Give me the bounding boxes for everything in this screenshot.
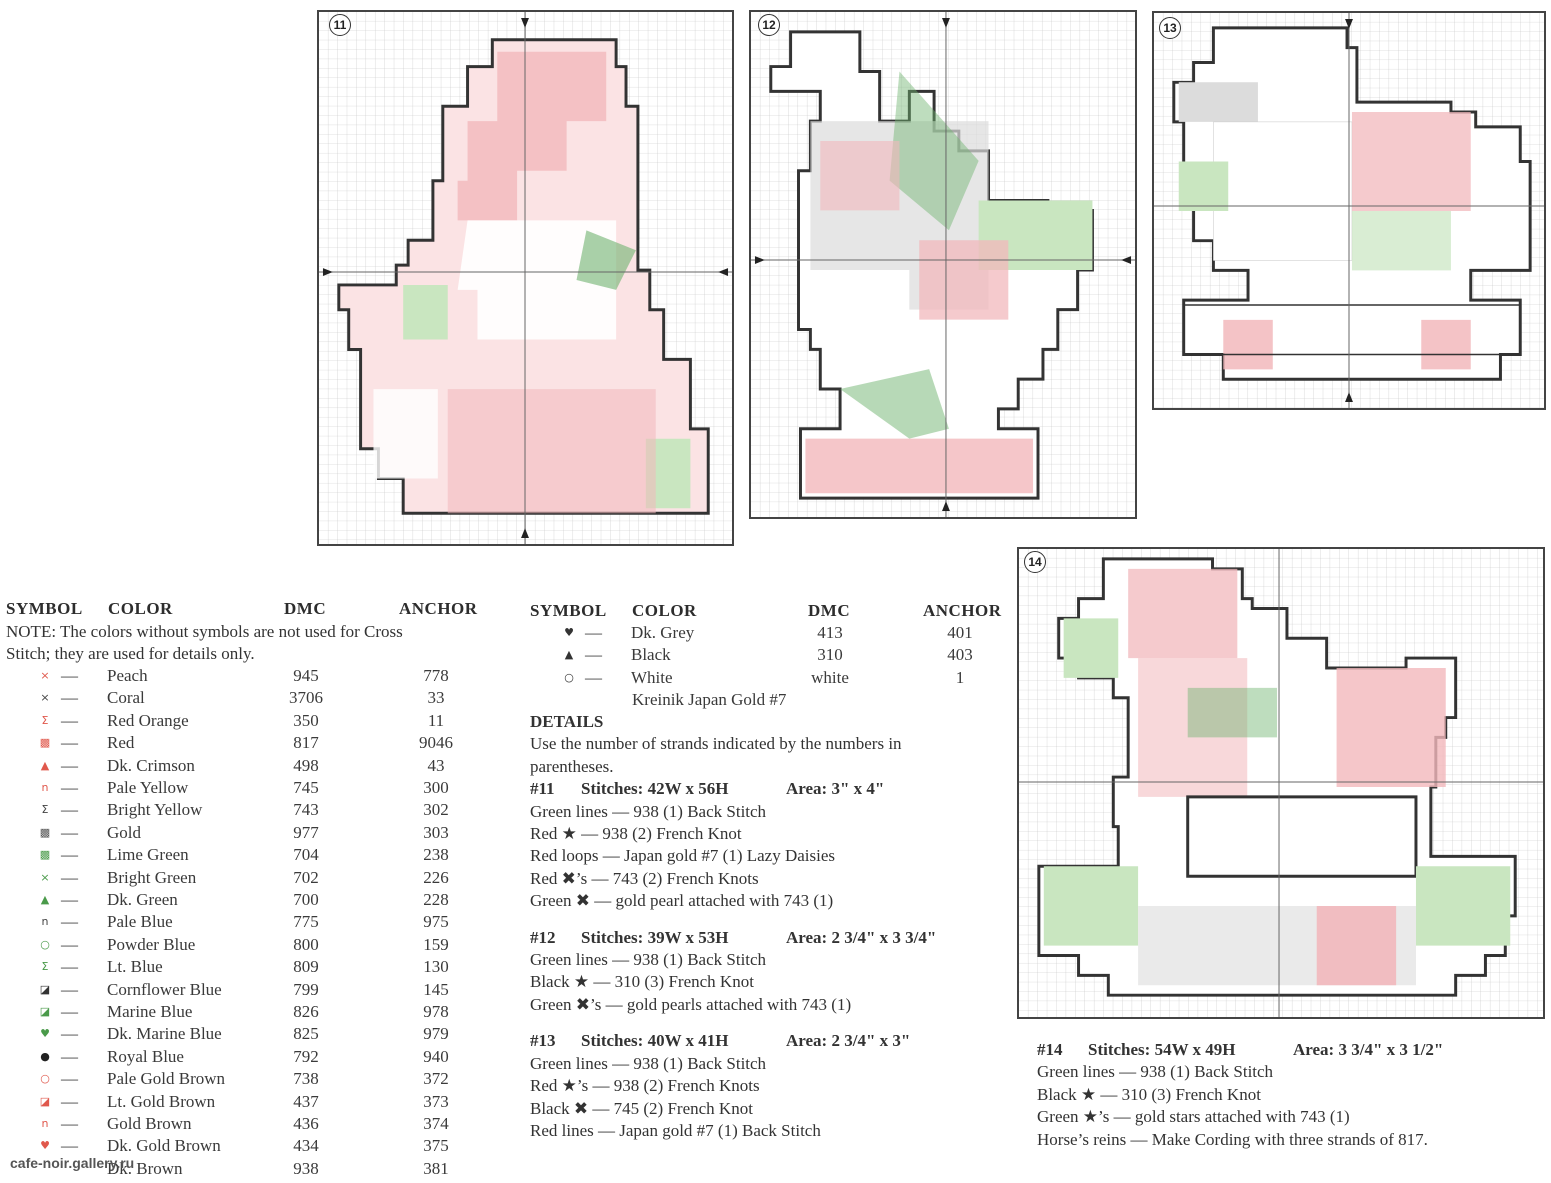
- header-anchor: ANCHOR: [399, 599, 478, 618]
- dash-separator: —: [61, 710, 78, 730]
- dmc-number: 800: [293, 934, 319, 954]
- details-intro-2: parentheses.: [530, 756, 614, 776]
- dmc-number: 700: [293, 890, 319, 909]
- color-name: Bright Yellow: [107, 800, 203, 820]
- details-section: [530, 711, 1010, 1142]
- anchor-number: 159: [423, 934, 449, 954]
- stitch-symbol-icon: ◪: [39, 982, 51, 996]
- dmc-number: 792: [293, 1046, 319, 1066]
- stitch-symbol-icon: ●: [40, 1049, 50, 1063]
- key-row: [530, 622, 1020, 644]
- dash-separator: —: [61, 688, 78, 708]
- dmc-number: 310: [817, 645, 843, 665]
- color-name: Red: [107, 733, 135, 753]
- stitch-symbol-icon: ◪: [39, 1094, 51, 1108]
- stitch-symbol-icon: ▩: [39, 825, 51, 839]
- color-name: Dk. Gold Brown: [107, 1136, 221, 1156]
- detail-line: Green lines — 938 (1) Back Stitch: [530, 950, 767, 970]
- key-row: [6, 687, 506, 709]
- color-name: Powder Blue: [107, 934, 196, 954]
- anchor-number: 238: [423, 845, 449, 865]
- stitch-symbol-icon: ▲: [40, 893, 50, 906]
- chart-13-stitches: Stitches: 40W x 41H: [581, 1031, 729, 1051]
- chart-12-stitches: Stitches: 39W x 53H: [581, 927, 729, 947]
- header-dmc: DMC: [284, 599, 327, 618]
- key-row: [530, 667, 1020, 689]
- key-rows: [6, 665, 506, 1180]
- color-name: Dk. Green: [107, 890, 178, 909]
- stitch-symbol-icon: Σ: [41, 713, 49, 727]
- chart-13: [1152, 11, 1546, 410]
- detail-line: Red ✖’s — 743 (2) French Knots: [530, 868, 759, 888]
- detail-line: Black ★ — 310 (3) French Knot: [530, 972, 754, 992]
- key-row: [6, 1068, 506, 1090]
- dmc-number: 826: [293, 1002, 319, 1021]
- header-anchor: ANCHOR: [923, 601, 1002, 620]
- anchor-number: 9046: [419, 733, 453, 753]
- key-row: [6, 979, 506, 1001]
- anchor-number: 381: [423, 1158, 449, 1178]
- key-row: [6, 732, 506, 754]
- anchor-number: 778: [423, 666, 449, 685]
- color-name: Coral: [107, 688, 145, 708]
- chart-13-grid: [1154, 13, 1544, 408]
- anchor-number: 374: [423, 1114, 449, 1133]
- chart-11-details: [530, 801, 1010, 913]
- details-intro: Use the number of strands indicated by the numbers in: [530, 734, 902, 754]
- stitch-symbol-icon: ◪: [39, 1005, 51, 1018]
- detail-line: Green lines — 938 (1) Back Stitch: [530, 801, 767, 821]
- dash-separator: —: [61, 733, 78, 753]
- dash-separator: —: [61, 934, 78, 954]
- key-row: [6, 1023, 506, 1045]
- color-name: Pale Yellow: [107, 778, 189, 797]
- kreinik-note: Kreinik Japan Gold #7: [632, 690, 787, 709]
- anchor-number: 940: [423, 1046, 449, 1066]
- dmc-number: 809: [293, 957, 319, 977]
- chart-11-id: #11: [530, 779, 555, 799]
- chart-11: [317, 10, 734, 546]
- chart-13-specs: [530, 1030, 1010, 1052]
- chart-12-grid: [751, 12, 1135, 517]
- dash-separator: —: [585, 667, 602, 687]
- key-row: [6, 956, 506, 978]
- chart-13-details: [530, 1053, 1010, 1143]
- key-row: [6, 799, 506, 821]
- dash-separator: —: [61, 845, 78, 865]
- chart-14-details: [1037, 1061, 1547, 1151]
- stitch-symbol-icon: ♥: [564, 626, 574, 639]
- detail-line: Green ★’s — gold stars attached with 743 (1): [1037, 1107, 1350, 1127]
- stitch-symbol-icon: Σ: [41, 803, 49, 817]
- chart-14-area: Area: 3 3/4" x 3 1/2": [1293, 1040, 1444, 1059]
- dmc-number: 775: [293, 912, 319, 932]
- dash-separator: —: [61, 755, 78, 775]
- dash-separator: —: [61, 778, 78, 797]
- key-row: [6, 665, 506, 687]
- color-name: Marine Blue: [107, 1002, 193, 1021]
- dmc-number: 743: [293, 800, 319, 820]
- chart-11-specs: [530, 778, 1010, 800]
- key-row: [6, 777, 506, 799]
- color-name: Royal Blue: [107, 1046, 184, 1066]
- dmc-number: 938: [293, 1158, 319, 1178]
- header-dmc: DMC: [808, 601, 851, 620]
- chart-14: [1017, 547, 1545, 1019]
- dmc-number: 702: [293, 867, 319, 887]
- key-row: [6, 1091, 506, 1113]
- dash-separator: —: [61, 912, 78, 932]
- header-symbol: SYMBOL: [6, 599, 83, 618]
- key-row: [6, 1001, 506, 1023]
- key-row: [6, 934, 506, 956]
- chart-14-specs: [1037, 1039, 1547, 1061]
- key-row: [6, 1113, 506, 1135]
- dmc-number: 825: [293, 1024, 319, 1044]
- stitch-symbol-icon: ▲: [564, 648, 574, 662]
- key-row: [6, 1046, 506, 1068]
- detail-line: Green lines — 938 (1) Back Stitch: [1037, 1062, 1274, 1082]
- detail-line: Horse’s reins — Make Cording with three strands of 817.: [1037, 1129, 1428, 1149]
- dash-separator: —: [61, 800, 78, 820]
- anchor-number: 302: [423, 800, 449, 820]
- dmc-number: 745: [293, 778, 319, 797]
- anchor-number: 228: [423, 890, 449, 909]
- stitch-symbol-icon: n: [41, 915, 49, 929]
- color-key-left: [6, 598, 506, 1178]
- watermark: cafe-noir.gallery.ru: [10, 1155, 135, 1171]
- dmc-number: 350: [293, 710, 319, 730]
- anchor-number: 372: [423, 1069, 449, 1089]
- color-name: Lt. Gold Brown: [107, 1091, 216, 1111]
- color-name: Dk. Brown: [107, 1158, 183, 1178]
- stitch-symbol-icon: ○: [40, 937, 50, 951]
- dash-separator: —: [61, 957, 78, 977]
- header-color: COLOR: [108, 599, 173, 618]
- dash-separator: —: [61, 1069, 78, 1089]
- key-row: [6, 755, 506, 777]
- chart-11-area: Area: 3" x 4": [786, 779, 885, 799]
- chart-12-area: Area: 2 3/4" x 3 3/4": [786, 927, 937, 947]
- stitch-symbol-icon: ○: [40, 1072, 50, 1086]
- chart-11-grid: [319, 12, 732, 544]
- dash-separator: —: [61, 890, 78, 909]
- dmc-number: 817: [293, 733, 319, 753]
- dmc-number: 434: [293, 1136, 319, 1156]
- color-name: Dk. Marine Blue: [107, 1024, 222, 1044]
- chart-14-number: 14: [1024, 551, 1046, 573]
- anchor-number: 403: [947, 645, 973, 665]
- detail-line: Black ★ — 310 (3) French Knot: [1037, 1084, 1261, 1104]
- dash-separator: —: [585, 623, 602, 642]
- dash-separator: —: [61, 1136, 78, 1156]
- anchor-number: 979: [423, 1024, 449, 1044]
- dash-separator: —: [585, 645, 602, 665]
- key-note: NOTE: The colors without symbols are not used for Cross: [6, 622, 403, 641]
- chart-11-stitches: Stitches: 42W x 56H: [581, 779, 729, 799]
- dash-separator: —: [61, 1046, 78, 1066]
- detail-line: Green ✖’s — gold pearls attached with 743 (1): [530, 994, 852, 1014]
- detail-line: Black ✖ — 745 (2) French Knot: [530, 1098, 753, 1118]
- key-row: [6, 844, 506, 866]
- key-rows: [530, 622, 1020, 689]
- header-symbol: SYMBOL: [530, 601, 607, 620]
- color-name: Dk. Crimson: [107, 755, 195, 775]
- color-name: Gold: [107, 822, 141, 842]
- dmc-number: 436: [293, 1114, 319, 1133]
- detail-line: Green lines — 938 (1) Back Stitch: [530, 1053, 767, 1073]
- detail-line: Red ★’s — 938 (2) French Knots: [530, 1076, 760, 1096]
- anchor-number: 11: [427, 710, 445, 730]
- anchor-number: 978: [423, 1002, 449, 1021]
- key-note-2: Stitch; they are used for details only.: [6, 644, 255, 663]
- dmc-number: 977: [293, 822, 319, 842]
- dmc-number: 413: [817, 623, 843, 642]
- details-title: DETAILS: [530, 712, 604, 731]
- chart-11-number: 11: [329, 14, 351, 36]
- detail-line: Red loops — Japan gold #7 (1) Lazy Daisies: [530, 846, 835, 866]
- dash-separator: —: [61, 867, 78, 887]
- stitch-symbol-icon: ×: [40, 870, 50, 884]
- dash-separator: —: [61, 1114, 78, 1133]
- color-name: Cornflower Blue: [107, 979, 222, 999]
- color-name: Gold Brown: [107, 1114, 192, 1133]
- stitch-symbol-icon: ○: [564, 670, 574, 684]
- color-name: Dk. Grey: [631, 623, 695, 642]
- color-name: Black: [631, 645, 671, 665]
- dmc-number: 945: [293, 666, 319, 685]
- dash-separator: —: [61, 822, 78, 842]
- anchor-number: 300: [423, 778, 449, 797]
- dmc-number: 704: [293, 845, 319, 865]
- key-row: [6, 889, 506, 911]
- color-name: Lt. Blue: [107, 957, 163, 977]
- key-row: [6, 867, 506, 889]
- color-name: Lime Green: [107, 845, 189, 865]
- anchor-number: 373: [423, 1091, 449, 1111]
- color-name: Red Orange: [107, 710, 189, 730]
- anchor-number: 145: [423, 979, 449, 999]
- anchor-number: 33: [427, 688, 445, 708]
- chart-14-id: #14: [1037, 1040, 1063, 1059]
- color-key-right: [530, 600, 1020, 710]
- chart-12-details: [530, 949, 1010, 1016]
- stitch-symbol-icon: ♥: [40, 1027, 50, 1041]
- chart-12: [749, 10, 1137, 519]
- color-name: White: [631, 667, 673, 687]
- stitch-symbol-icon: ×: [40, 669, 50, 682]
- stitch-symbol-icon: ×: [40, 691, 50, 705]
- chart-12-specs: [530, 927, 1010, 949]
- dmc-number: white: [811, 667, 849, 687]
- anchor-number: 375: [423, 1136, 449, 1156]
- chart-13-area: Area: 2 3/4" x 3": [786, 1031, 911, 1051]
- anchor-number: 303: [423, 822, 449, 842]
- dmc-number: 437: [293, 1091, 319, 1111]
- key-row: [6, 911, 506, 933]
- dmc-number: 498: [293, 755, 319, 775]
- anchor-number: 226: [423, 867, 449, 887]
- anchor-number: 43: [427, 755, 445, 775]
- color-name: Bright Green: [107, 867, 197, 887]
- key-row: [6, 822, 506, 844]
- stitch-symbol-icon: ▲: [40, 758, 50, 772]
- key-row: [530, 644, 1020, 666]
- stitch-symbol-icon: ▩: [39, 736, 51, 750]
- dash-separator: —: [61, 979, 78, 999]
- detail-line: Red lines — Japan gold #7 (1) Back Stitch: [530, 1120, 821, 1140]
- stitch-symbol-icon: Σ: [41, 960, 49, 974]
- dmc-number: 3706: [289, 688, 323, 708]
- anchor-number: 130: [423, 957, 449, 977]
- dash-separator: —: [61, 1002, 78, 1021]
- color-name: Pale Gold Brown: [107, 1069, 226, 1089]
- dash-separator: —: [61, 666, 78, 685]
- dmc-number: 799: [293, 979, 319, 999]
- dash-separator: —: [61, 1091, 78, 1111]
- stitch-symbol-icon: n: [41, 1117, 49, 1130]
- detail-line: Green ✖ — gold pearl attached with 743 (1): [530, 891, 834, 911]
- chart-12-id: #12: [530, 927, 556, 947]
- dash-separator: —: [61, 1024, 78, 1044]
- chart-14-grid: [1019, 549, 1543, 1017]
- chart-13-number: 13: [1159, 17, 1181, 39]
- stitch-symbol-icon: ▩: [39, 848, 51, 862]
- stitch-symbol-icon: ♥: [40, 1139, 50, 1153]
- header-color: COLOR: [632, 601, 697, 620]
- color-name: Peach: [107, 666, 148, 685]
- stitch-symbol-icon: n: [41, 781, 49, 794]
- chart-14-stitches: Stitches: 54W x 49H: [1088, 1040, 1236, 1059]
- details-section-14: [1037, 1039, 1547, 1151]
- color-name: Pale Blue: [107, 912, 173, 932]
- anchor-number: 975: [423, 912, 449, 932]
- chart-13-id: #13: [530, 1031, 556, 1051]
- detail-line: Red ★ — 938 (2) French Knot: [530, 824, 742, 844]
- anchor-number: 1: [955, 667, 965, 687]
- key-row: [6, 710, 506, 732]
- chart-12-number: 12: [758, 14, 780, 36]
- dmc-number: 738: [293, 1069, 319, 1089]
- anchor-number: 401: [947, 623, 973, 642]
